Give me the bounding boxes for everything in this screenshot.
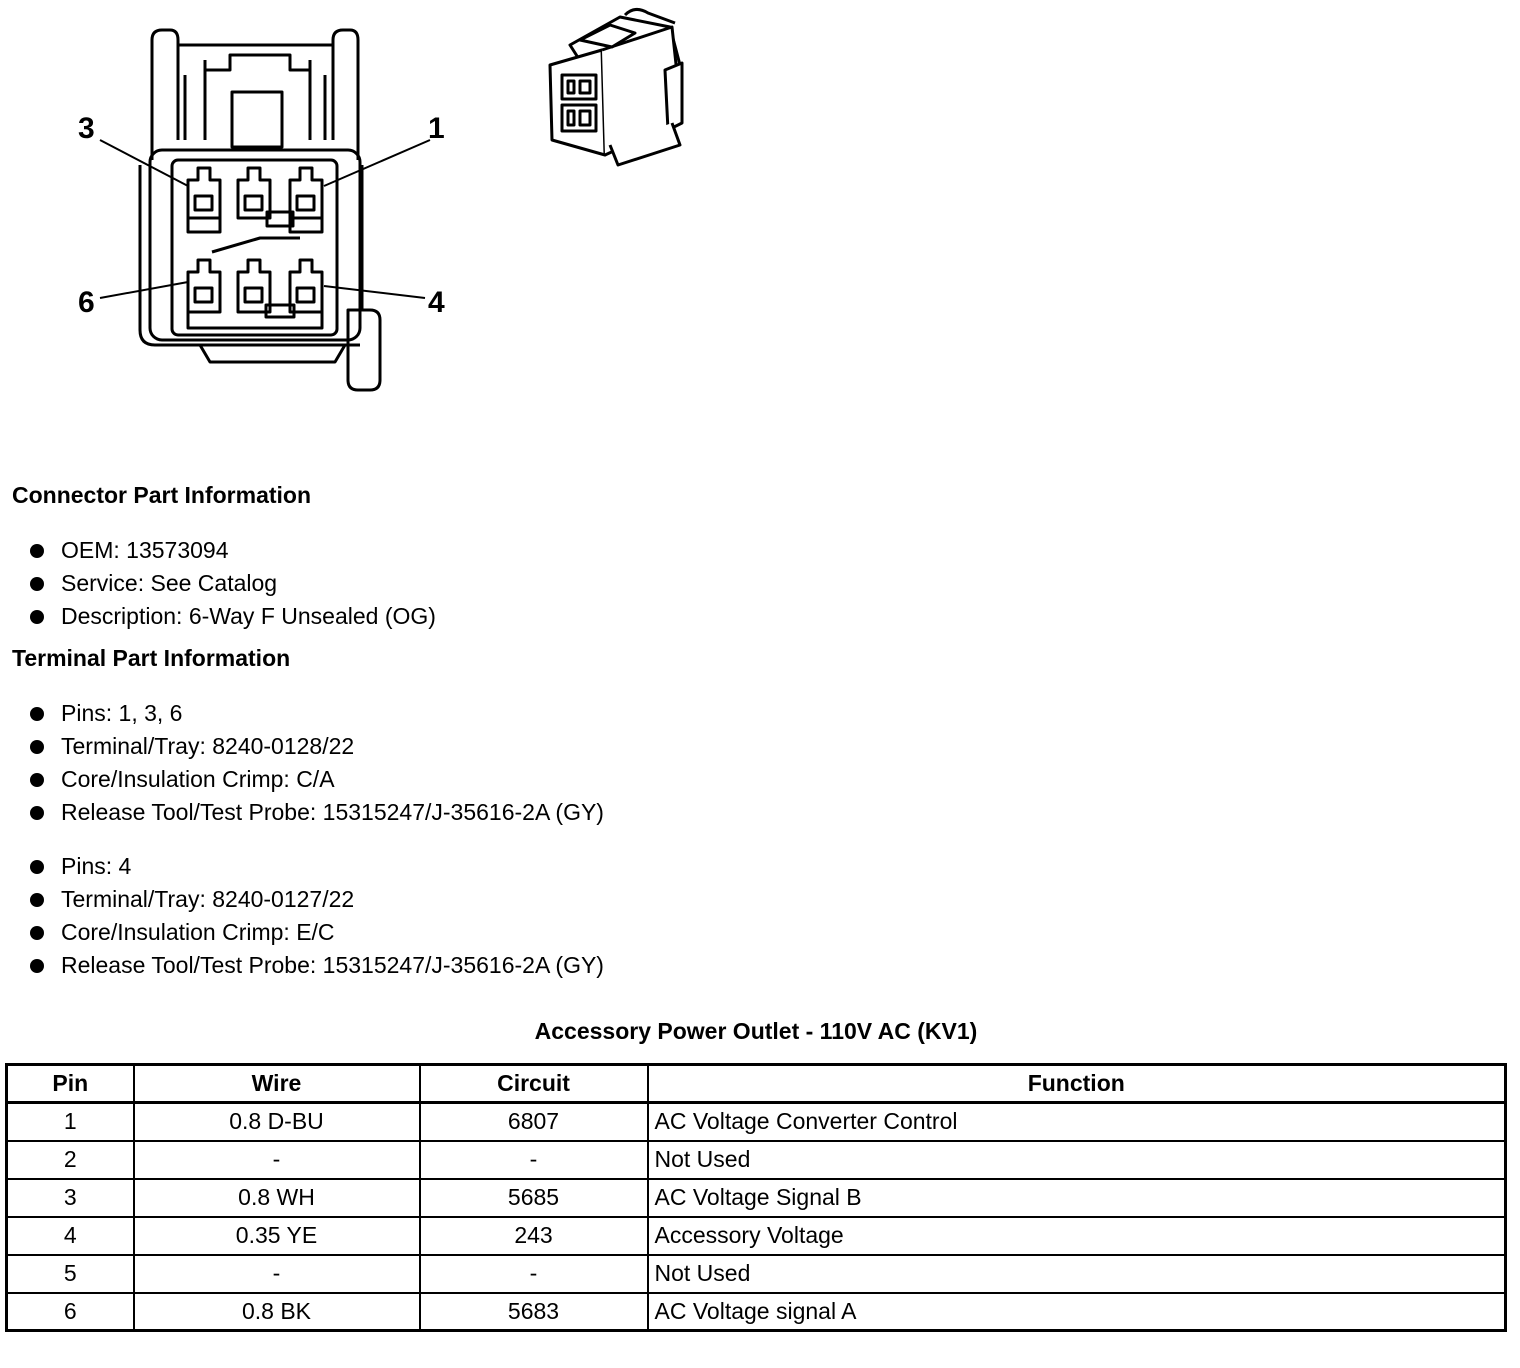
list-item-text: Pins: 4 bbox=[61, 853, 132, 879]
cell-wire: 0.8 BK bbox=[134, 1293, 420, 1331]
cell-function: AC Voltage Signal B bbox=[648, 1179, 1506, 1217]
cell-wire: 0.35 YE bbox=[134, 1217, 420, 1255]
list-item bbox=[30, 600, 436, 633]
list-item-text: Core/Insulation Crimp: C/A bbox=[61, 766, 335, 792]
list-item bbox=[30, 850, 604, 883]
cell-function: AC Voltage Converter Control bbox=[648, 1103, 1506, 1141]
list-item-text: Terminal/Tray: 8240-0128/22 bbox=[61, 733, 355, 759]
cell-function: Not Used bbox=[648, 1255, 1506, 1293]
list-item bbox=[30, 763, 604, 796]
cell-circuit: 243 bbox=[420, 1217, 648, 1255]
cell-pin: 5 bbox=[7, 1255, 134, 1293]
list-item bbox=[30, 916, 604, 949]
list-item-text: Terminal/Tray: 8240-0127/22 bbox=[61, 886, 355, 912]
table-row bbox=[7, 1141, 1506, 1179]
list-item bbox=[30, 534, 436, 567]
cell-circuit: - bbox=[420, 1255, 648, 1293]
cell-function: Not Used bbox=[648, 1141, 1506, 1179]
terminal-info-list-1 bbox=[30, 697, 604, 829]
bullet-icon bbox=[30, 740, 44, 754]
table-header-row bbox=[7, 1065, 1506, 1103]
pin-callout-6: 6 bbox=[78, 286, 95, 319]
list-item bbox=[30, 883, 604, 916]
cell-circuit: - bbox=[420, 1141, 648, 1179]
list-item-text: Release Tool/Test Probe: 15315247/J-35616-2A (GY) bbox=[61, 952, 604, 978]
terminal-info-title: Terminal Part Information bbox=[12, 645, 291, 671]
header-wire: Wire bbox=[134, 1065, 420, 1103]
cell-pin: 1 bbox=[7, 1103, 134, 1141]
cell-circuit: 5683 bbox=[420, 1293, 648, 1331]
cell-wire: - bbox=[134, 1141, 420, 1179]
list-item bbox=[30, 949, 604, 982]
connector-face-diagram bbox=[0, 0, 480, 400]
bullet-icon bbox=[30, 773, 44, 787]
table-row bbox=[7, 1103, 1506, 1141]
list-item bbox=[30, 567, 436, 600]
table-row bbox=[7, 1293, 1506, 1331]
cell-wire: - bbox=[134, 1255, 420, 1293]
bullet-icon bbox=[30, 860, 44, 874]
pin-callout-1: 1 bbox=[428, 112, 445, 145]
bullet-icon bbox=[30, 707, 44, 721]
cell-circuit: 6807 bbox=[420, 1103, 648, 1141]
list-item-text: Pins: 1, 3, 6 bbox=[61, 700, 183, 726]
pin-table-title: Accessory Power Outlet - 110V AC (KV1) bbox=[534, 1018, 978, 1044]
cell-pin: 4 bbox=[7, 1217, 134, 1255]
cell-circuit: 5685 bbox=[420, 1179, 648, 1217]
bullet-icon bbox=[30, 959, 44, 973]
list-item-text: Core/Insulation Crimp: E/C bbox=[61, 919, 335, 945]
terminal-info-list-2 bbox=[30, 850, 604, 982]
connector-isometric-diagram bbox=[540, 5, 700, 170]
cell-pin: 6 bbox=[7, 1293, 134, 1331]
pin-callout-3: 3 bbox=[78, 112, 95, 145]
list-item bbox=[30, 697, 604, 730]
bullet-icon bbox=[30, 544, 44, 558]
bullet-icon bbox=[30, 577, 44, 591]
list-item-text: Service: See Catalog bbox=[61, 570, 278, 596]
cell-wire: 0.8 D-BU bbox=[134, 1103, 420, 1141]
pin-callout-4: 4 bbox=[428, 286, 445, 319]
connector-info-title: Connector Part Information bbox=[12, 482, 312, 508]
cell-pin: 2 bbox=[7, 1141, 134, 1179]
list-item bbox=[30, 796, 604, 829]
list-item-text: OEM: 13573094 bbox=[61, 537, 229, 563]
bullet-icon bbox=[30, 806, 44, 820]
bullet-icon bbox=[30, 893, 44, 907]
cell-function: AC Voltage signal A bbox=[648, 1293, 1506, 1331]
table-row bbox=[7, 1179, 1506, 1217]
cell-function: Accessory Voltage bbox=[648, 1217, 1506, 1255]
list-item bbox=[30, 730, 604, 763]
cell-wire: 0.8 WH bbox=[134, 1179, 420, 1217]
table-row bbox=[7, 1217, 1506, 1255]
header-pin: Pin bbox=[7, 1065, 134, 1103]
header-function: Function bbox=[648, 1065, 1506, 1103]
connector-info-list bbox=[30, 534, 436, 633]
bullet-icon bbox=[30, 610, 44, 624]
cell-pin: 3 bbox=[7, 1179, 134, 1217]
pin-table bbox=[5, 1063, 1507, 1332]
list-item-text: Description: 6-Way F Unsealed (OG) bbox=[61, 603, 436, 629]
bullet-icon bbox=[30, 926, 44, 940]
header-circuit: Circuit bbox=[420, 1065, 648, 1103]
table-row bbox=[7, 1255, 1506, 1293]
list-item-text: Release Tool/Test Probe: 15315247/J-35616-2A (GY) bbox=[61, 799, 604, 825]
